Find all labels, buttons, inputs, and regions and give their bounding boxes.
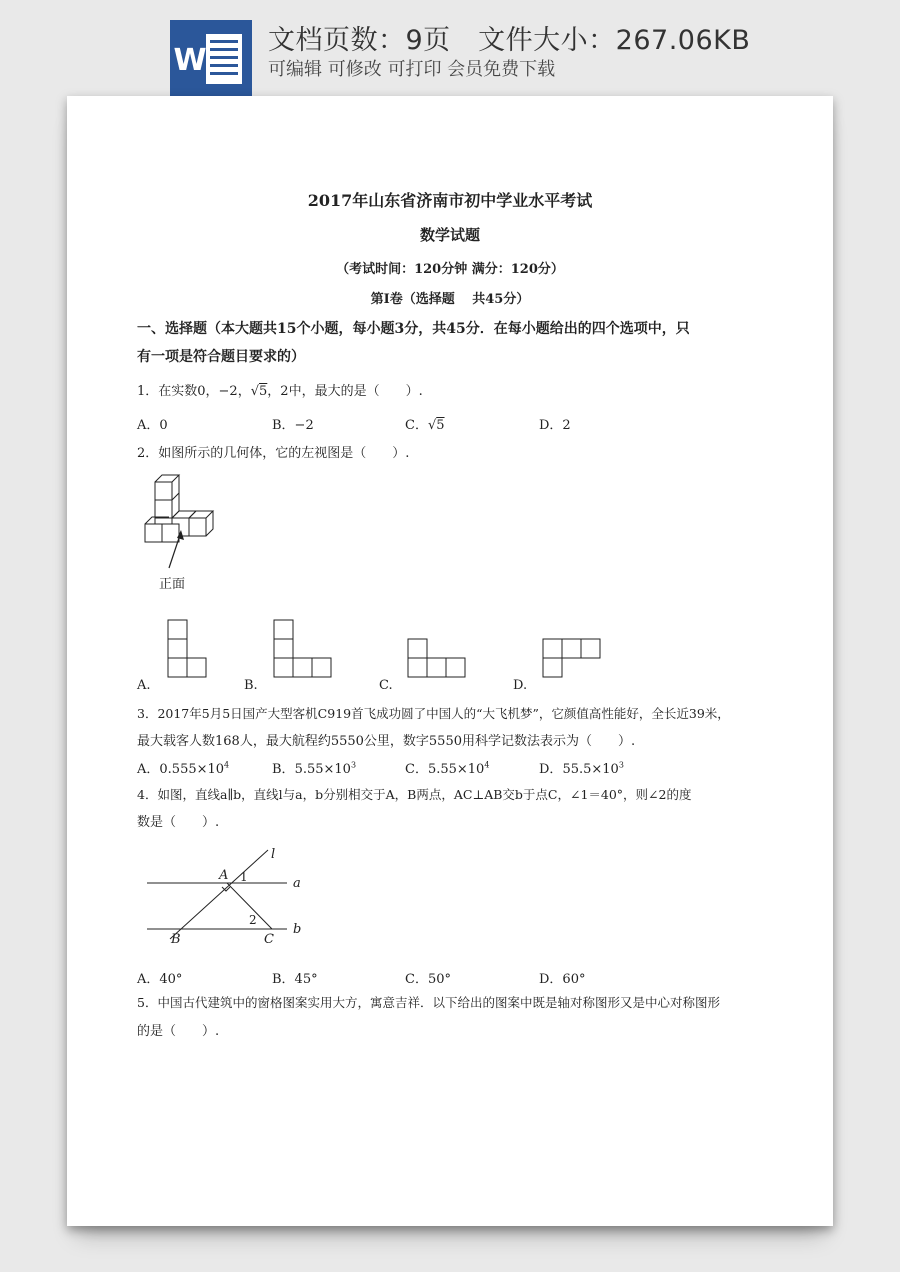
q1-option-b: B．−2 bbox=[272, 418, 314, 433]
q2-option-a-figure bbox=[168, 620, 208, 680]
label-angle-2: 2 bbox=[249, 913, 257, 927]
label-l: l bbox=[271, 847, 276, 862]
exam-info: （考试时间：120分钟 满分：120分） bbox=[336, 262, 564, 277]
q3-option-c: C．$5.55\times 10^4$ bbox=[405, 760, 490, 777]
parallel-lines-figure bbox=[145, 844, 315, 948]
q3-option-a: A．$0.555\times 10^4$ bbox=[137, 760, 230, 777]
q1-option-a: A．0 bbox=[137, 418, 168, 433]
label-B: B bbox=[171, 932, 181, 947]
document-info-title: 文档页数：9页 文件大小：267.06KB bbox=[268, 25, 751, 56]
section-heading-cont: 有一项是符合题目要求的） bbox=[137, 349, 305, 365]
document-page bbox=[67, 96, 833, 1226]
exam-title: 2017年山东省济南市初中学业水平考试 bbox=[307, 191, 593, 210]
q2-option-b: B. bbox=[244, 678, 258, 693]
q4-option-c: C．50° bbox=[405, 972, 451, 987]
label-angle-1: 1 bbox=[240, 870, 248, 884]
question-1: 1．在实数0，−2，√5，2中，最大的是（ ）. bbox=[137, 384, 423, 399]
label-A: A bbox=[219, 868, 229, 883]
question-5-line-1: 5．中国古代建筑中的窗格图案实用大方，寓意吉祥．以下给出的图案中既是轴对称图形又是中心对称图形 bbox=[137, 995, 720, 1010]
q2-option-d: D. bbox=[513, 678, 528, 693]
q1-option-d: D．2 bbox=[539, 418, 571, 433]
q1-option-c: C．√5 bbox=[405, 418, 445, 433]
label-b: b bbox=[293, 922, 302, 937]
volume-title: 第Ⅰ卷（选择题 共45分） bbox=[370, 292, 530, 307]
q2-option-c: C. bbox=[379, 678, 393, 693]
question-3-line-2: 最大载客人数168人，最大航程约5550公里，数字5550用科学记数法表示为（ ）. bbox=[137, 734, 636, 749]
word-icon bbox=[170, 20, 252, 96]
question-3-line-1: 3．2017年5月5日国产大型客机C919首飞成功圆了中国人的“大飞机梦”，它颜值高性能好，全长近39米， bbox=[137, 706, 730, 721]
q2-option-b-figure bbox=[274, 620, 334, 680]
q4-option-b: B．45° bbox=[272, 972, 318, 987]
label-C: C bbox=[264, 932, 274, 947]
label-a: a bbox=[293, 876, 301, 891]
q4-option-a: A．40° bbox=[137, 972, 183, 987]
front-arrow-icon bbox=[165, 526, 195, 571]
question-2: 2．如图所示的几何体，它的左视图是（ ）. bbox=[137, 446, 410, 461]
q2-option-c-figure bbox=[408, 639, 468, 679]
q2-option-a: A. bbox=[137, 678, 151, 693]
q3-option-b: B．$5.55\times 10^3$ bbox=[272, 760, 357, 777]
document-info-subtitle: 可编辑 可修改 可打印 会员免费下载 bbox=[268, 59, 556, 80]
section-heading: 一、选择题（本大题共15个小题，每小题3分，共45分．在每小题给出的四个选项中，只 bbox=[137, 321, 690, 337]
question-4-line-1: 4．如图，直线a∥b，直线l与a，b分别相交于A，B两点，AC⊥AB交b于点C，∠1＝40°，则∠2的度 bbox=[137, 787, 692, 802]
front-label: 正面 bbox=[159, 577, 186, 592]
subject-title: 数学试题 bbox=[419, 226, 480, 244]
svg-text:W: W bbox=[173, 43, 207, 78]
question-4-line-2: 数是（ ）. bbox=[137, 815, 220, 830]
top-banner bbox=[0, 0, 900, 96]
question-5-line-2: 的是（ ）. bbox=[137, 1024, 220, 1039]
q2-option-d-figure bbox=[543, 639, 603, 679]
q3-option-d: D．$55.5\times 10^3$ bbox=[539, 760, 624, 777]
q4-option-d: D．60° bbox=[539, 972, 586, 987]
